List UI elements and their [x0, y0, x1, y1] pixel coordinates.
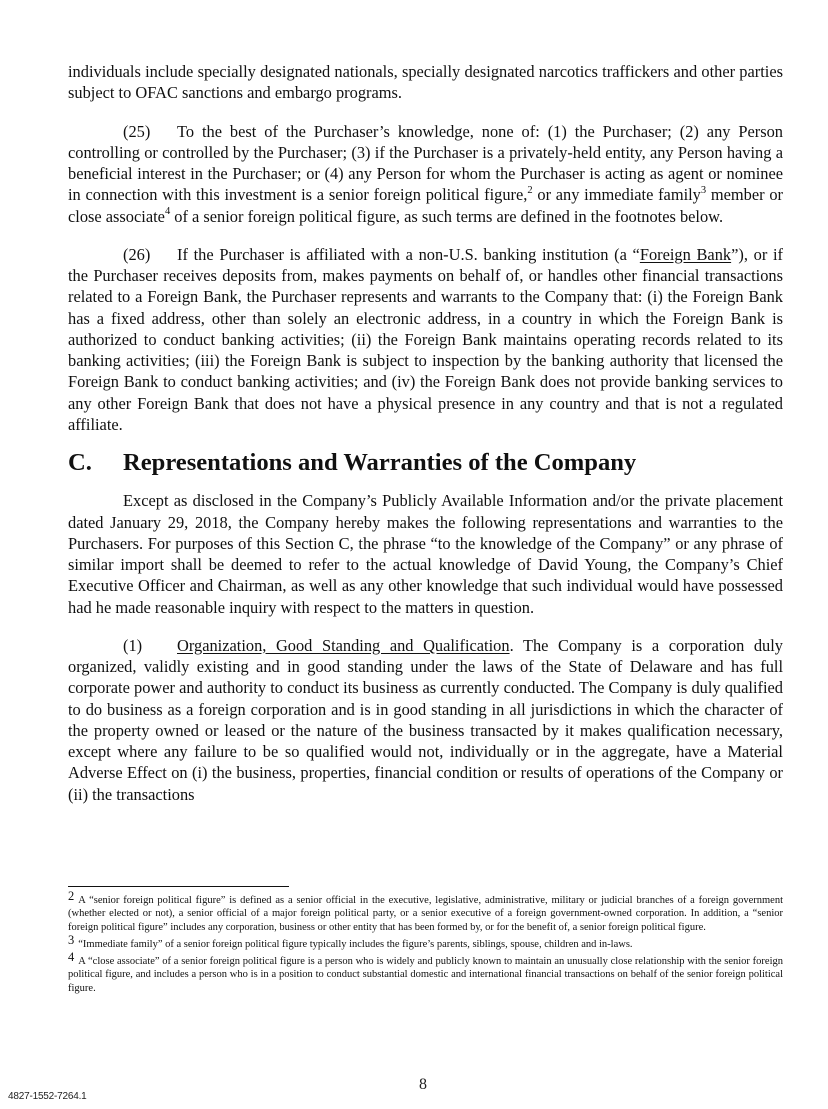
footnote-text: “Immediate family” of a senior foreign political figure typically includes the figure’s parents, siblings, spouse, children and in-laws. [78, 938, 633, 950]
paragraph-text: or any immediate family [532, 185, 701, 205]
document-id: 4827-1552-7264.1 [8, 1091, 87, 1102]
section-letter: C. [68, 449, 92, 476]
footnote-mark: 2 [68, 889, 75, 903]
spacer [68, 227, 783, 244]
footnote-2 [68, 889, 783, 934]
footnote-ref-4[interactable]: 4 [164, 206, 171, 218]
paragraph-caption: Organization, Good Standing and Qualification [177, 635, 510, 655]
paragraph-25 [68, 121, 783, 227]
section-title: Representations and Warranties of the Company [123, 449, 637, 476]
paragraph-text: Except as disclosed in the Company’s Publicly Available Information and/or the private placement dated January 29, 2018, the Company hereby makes the following representations and warranties to the Purchasers. For purposes of this Section C, the phrase “to the knowledge of the Company” or any phrase of similar import shall be deemed to refer to the actual knowledge of David Young, the Company’s Chief Executive Officer and Chairman, as well as any other knowledge that such individual would have possessed had he made reasonable inquiry with respect to the matters in question. [68, 491, 783, 617]
paragraph-text: of a senior foreign political figure, as such terms are defined in the footnotes below. [170, 206, 724, 226]
paragraph-number: (1) [123, 635, 143, 655]
footnotes [68, 889, 783, 998]
paragraph-text: . The Company is a corporation duly organized, validly existing and in good standing under the laws of the State of Delaware and has full corporate power and authority to conduct its business as currently conducted. The Company is duly qualified to do business as a foreign corporation and is in good standing in all jurisdictions in which the character of the property owned or leased or the nature of the business transacted by it makes qualification necessary, except where any failure to be so qualified would not, individually or in the aggregate, have a Material Adverse Effect on (i) the business, properties, financial condition or results of operations of the Company or (ii) the transactions [68, 635, 783, 804]
paragraph-text: member or close associate [68, 185, 783, 226]
paragraph-26 [68, 244, 783, 435]
footnote-mark: 3 [68, 932, 75, 947]
footnote-ref-2[interactable]: 2 [527, 184, 533, 196]
footnote-mark: 4 [68, 950, 75, 965]
page-body [68, 61, 783, 805]
continuation-text: individuals include specially designated nationals, specially designated narcotics traffickers and other parties subject to OFAC sanctions and embargo programs. [68, 62, 783, 103]
spacer [68, 104, 783, 121]
section-intro-paragraph [68, 490, 783, 618]
footnote-divider [68, 886, 289, 887]
footnote-4 [68, 950, 783, 995]
spacer [68, 618, 783, 635]
paragraph-c1 [68, 635, 783, 805]
page-number: 8 [419, 1076, 427, 1093]
paragraph-text: ”), or if the Purchaser receives deposits from, makes payments on behalf of, or handles other financial transactions related to a Foreign Bank, the Purchaser represents and warrants to the Company that: (i) the Foreign Bank has a fixed address, other than solely an electronic address, in a country in which the Foreign Bank is authorized to conduct banking activities; (ii) the Foreign Bank maintains operating records related to its banking activities; (iii) the Foreign Bank is subject to inspection by the banking authority that licensed the Foreign Bank to conduct banking activities; and (iv) the Foreign Bank does not provide banking services to any other Foreign Bank that does not have a physical presence in any country and that is not a regulated affiliate. [68, 244, 783, 434]
section-heading [68, 449, 783, 476]
continuation-paragraph [68, 61, 783, 104]
footnote-text: A “close associate” of a senior foreign political figure is a person who is widely and publicly known to maintain an unusually close relationship with the senior foreign political figure, and includes a person who is in a position to conduct substantial domestic and international financial transactions on behalf of the senior foreign political figure. [68, 956, 783, 994]
paragraph-text: If the Purchaser is affiliated with a non-U.S. banking institution (a “ [177, 244, 640, 264]
footnote-text: A “senior foreign political figure” is defined as a senior official in the executive, legislative, administrative, military or judicial branches of a foreign government (whether elected or not), a senior official of a major foreign political party, or a senior executive of a foreign government-owned corporation. In addition, a “senior foreign political figure” includes any corporation, business or other entity that has been formed by, or for the benefit of, a senior foreign political figure. [68, 895, 783, 933]
defined-term-foreign-bank: Foreign Bank [639, 244, 732, 264]
paragraph-number: (25) [123, 121, 151, 141]
paragraph-number: (26) [123, 244, 151, 264]
footnote-3 [68, 932, 783, 951]
footnote-ref-3[interactable]: 3 [700, 184, 707, 196]
paragraph-text: To the best of the Purchaser’s knowledge, none of: (1) the Purchaser; (2) any Person controlling or controlled by the Purchaser; (3) if the Purchaser is a privately-held entity, any Person having a beneficial interest in the Purchaser; or (4) any Person for whom the Purchaser is acting as agent or nominee in connection with this investment is a senior foreign political figure, [68, 121, 783, 205]
